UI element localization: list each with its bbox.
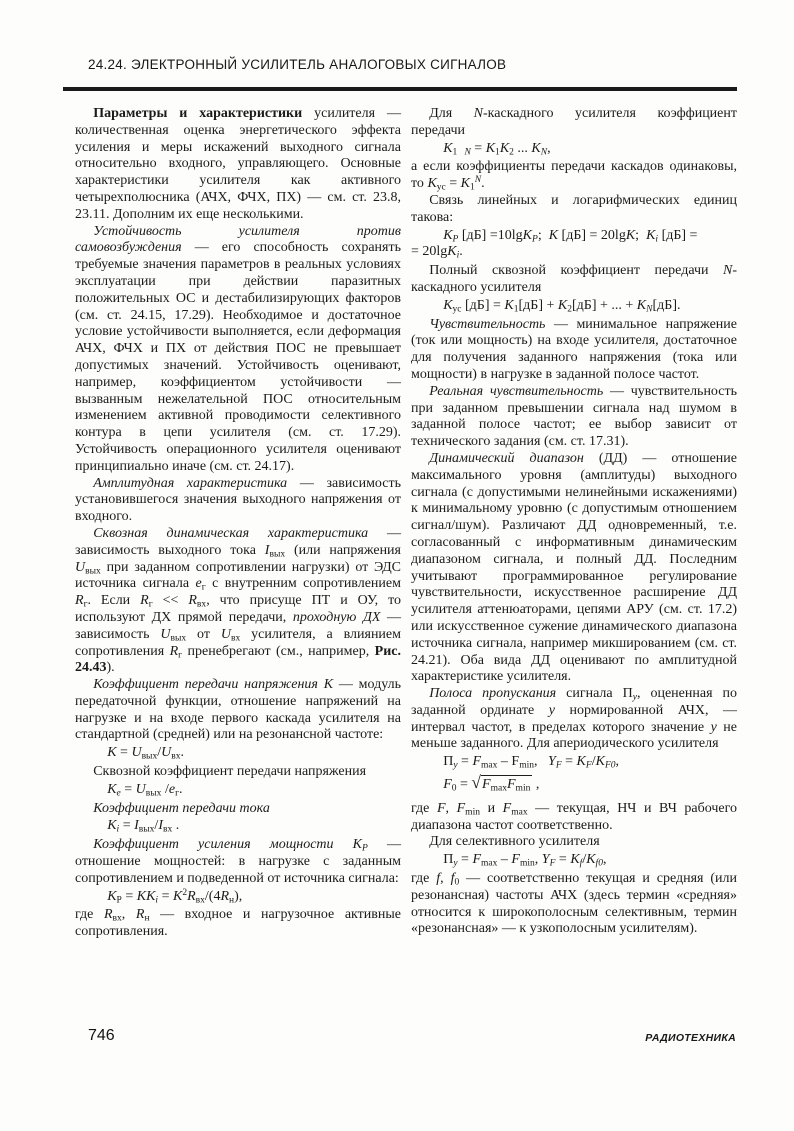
paragraph: Полный сквозной коэффициент передачи N-каскадного усилителя [411,263,737,295]
paragraph: Коэффициент передачи тока [93,800,270,816]
text-column-left [75,106,401,941]
paragraph: Коэффициент передачи напряжения К — модуль передаточной функции, отношение напряжений на нагрузке и на входе первого каскада усилителя на стандартной (средней) или на резонансной частоте: [75,677,401,743]
header-rule-divider [63,87,737,91]
formula: $K_Р = KK_i = K^2R_{вх}/(4R_н)$, [107,887,243,906]
paragraph: Параметры и характеристики усилителя — количественная оценка энергетического эффекта усиления и меры искажений выходного сигнала относительно входного, управляющего. Основные характеристики усилителя как активного четырехполюсника (АЧХ, ФЧХ, ПХ) — см. ст. 23.8, 23.11. Дополним их еще несколькими. [75,106,401,222]
formula: $П_y = F_{max} - F_{min}$, $Y_F = K_f/K_{f0}$, [443,852,607,869]
formula: $K_{1 N} = K_1K_2$ ... $K_N$, [443,140,551,158]
paragraph: Сквозная динамическая характеристика — зависимость выходного тока $I_{вых}$ (или напряжения $U_{вых}$ при заданном сопротивлении нагрузки) от ЭДС источника сигнала $е_г$ с внутренним сопротивлением $R_г$. Если $R_г << R_{вх}$, что присуще ПТ и ОУ, то используют ДХ прямой передачи, проходную ДХ — зависимость $U_{вых}$ от $U_{вх}$ усилителя, а влиянием сопротивления $R_г$ пренебрегают (см., например, Рис. 24.43). [75,525,402,676]
section-heading: 24.24. ЭЛЕКТРОННЫЙ УСИЛИТЕЛЬ АНАЛОГОВЫХ СИГНАЛОВ [88,57,507,72]
text-column-right [411,106,737,941]
formula: $K_{ус}$ $[дБ] = K_1[дБ] + K_2[дБ]$ + ... + $K_N[дБ]$. [443,297,681,315]
formula: $K_i = I_{вых}/I_{вх}$ . [107,818,180,836]
paragraph: Сквозной коэффициент передачи напряжения [93,764,367,780]
paragraph: Реальная чувствительность — чувствительность при заданном превышении сигнала над шумом в заданной полосе частот; ее выбор зависит от технического задания (см. ст. 17.31). [411,383,737,450]
formula: $F_0 = √F_{max}F_{min}$ , [443,772,540,794]
paragraph: а если коэффициенты передачи каскадов одинаковы, то $K_{ус} = K_1^N$. [411,159,737,193]
paragraph: Чувствительность — минимальное напряжение (ток или мощность) на входе усилителя, достаточное для получения заданного напряжения (тока или мощности) в нагрузке в заданной полосе частот. [411,316,737,382]
paragraph: Для N-каскадного усилителя коэффициент передачи [411,106,737,138]
paragraph: где $R_{вх}$, $R_н$ — входное и нагрузочное активные сопротивления. [75,907,401,940]
formula: $П_y = F_{max} - F_{min}$, $Y_F = K_F/K_{F0}$, [443,754,620,771]
formula: $K_P$ [дБ] =10lgK$_P$; K [дБ] = 20lgK; $K_i$ [дБ] = = 20lgK$_i$. [411,227,698,262]
paragraph: Устойчивость усилителя против самовозбуждения — его способность сохранять требуемые значения параметров в реальных условиях эксплуатации при действии паразитных положительных ОС и дестабилизирующих факторов (см. ст. 24.15, 17.29). Необходимое и достаточное условие устойчивости выполняется, если деформация АЧХ, ФЧХ и ПХ от действия ПОС не превышает допустимых значений. Устойчивость оценивают, например, коэффициентом устойчивости — вызванным нежелательной ПОС относительным изменением активной проводимости селективного контура в цепи усилителя (см. ст. 17.29). Устойчивость операционного усилителя оценивают принципиально иначе (см. ст. 24.17). [75,223,401,474]
paragraph: Связь линейных и логарифмических единиц такова: [411,192,737,225]
paragraph: где F, $F_{min}$ и $F_{max}$ — текущая, НЧ и ВЧ рабочего диапазона частот соответственно. [411,800,737,833]
formula: $K = U_{вых}/U_{вх}$. [107,745,184,762]
paragraph: Динамический диапазон (ДД) — отношение максимального уровня (амплитуды) выходного сигнала (с допустимыми нелинейными искажениями) к минимальному уровню (с допустимым отношением сигнал/шум). Различают ДД одновременный, т.е. согласованный с информативным динамическим диапазоном сигнала, и полный ДД. Последним учитывают программированное регулирование чувствительности, искусственное расширение ДД усилителя аттенюаторами, цепями АРУ (см. ст. 17.2) или искусственное сужение динамического диапазона источника сигнала, например микшированием (см. ст. 24.21). Оба вида ДД оценивают по амплитудной характеристике усилителя. [411,450,738,685]
page-body [75,106,737,941]
paragraph: Для селективного усилителя [429,834,600,850]
formula: $K_e = U_{вых}$ $/е_г$. [107,781,183,799]
paragraph: где f, $f_0$ — соответственно текущая и средняя (или резонансная) частоты АЧХ (здесь термин «средняя» относится к широкополосным селективным, термин «резонансная» — к узкополосным усилителям). [411,871,738,937]
paragraph: Полоса пропускания сигнала $П_y$, оцененная по заданной ординате y нормированной АЧХ, — интервал частот, в пределах которого значение y не меньше заданного. Для апериодического усилителя [411,686,737,752]
running-title: РАДИОТЕХНИКА [645,1032,736,1044]
paragraph: Амплитудная характеристика — зависимость установившегося значения выходного напряжения от входного. [75,475,401,525]
page-number: 746 [88,1027,115,1044]
paragraph: Коэффициент усиления мощности $K_P$ — отношение мощностей: в нагрузке с заданным сопротивлением и подведенной от источника сигнала: [75,837,402,886]
